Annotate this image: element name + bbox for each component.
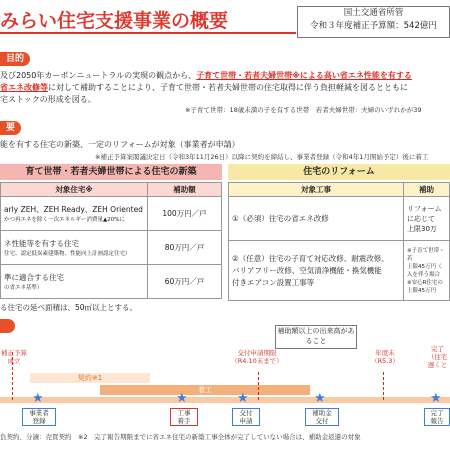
new-build-header: 育て世帯・若者夫婦世帯による住宅の新築	[0, 164, 222, 180]
budget-label-b: 成立	[7, 357, 21, 365]
new-build-footnote: る住宅の延べ面積は、50㎡以上とする。	[0, 303, 138, 312]
reform-row-2	[229, 241, 404, 301]
budget-label: 令和３年度補正予算額：542億円	[310, 21, 437, 31]
star-icon: ★	[237, 391, 249, 406]
reform-row-2-b: バリアフリー改修、空気清浄機能・換気機能	[232, 265, 382, 275]
step-completion	[424, 408, 450, 426]
page-title: みらい住宅支援事業の概要	[0, 10, 229, 32]
ministry-label: 国土交通省所管	[343, 8, 404, 18]
title-underline	[0, 32, 296, 34]
step-completion-a: 完了	[430, 409, 444, 417]
new-build-row-1	[1, 197, 148, 231]
step-construction-b: 着手	[177, 417, 191, 425]
complete-label	[425, 345, 450, 369]
timeline-footnote: 負契約、分譲：売買契約 ※2 完了報告期限までに省エネ住宅の新築工事全体が完了していない場合は、補助金返還の対象	[0, 433, 361, 441]
reform-row-2-note-d: ※安心R住宅の	[407, 279, 443, 286]
new-build-row-1-sub: かつ再エネを除く一次エネルギー消費量▲20%に	[4, 217, 125, 223]
purpose-highlight-1: 子育て世帯・若者夫婦世帯※による高い省エネ性能を有する	[196, 71, 412, 80]
purpose-line-1	[0, 70, 412, 81]
complete-a: 完了	[431, 345, 444, 353]
deadline-a: 交付申請期限	[237, 349, 277, 357]
budget-marker	[12, 352, 14, 400]
step-registration	[22, 408, 56, 426]
star-icon: ★	[430, 391, 442, 406]
fiscal-end-marker	[383, 372, 385, 400]
fiscal-end-label	[365, 349, 405, 365]
new-build-row-1-label: arly ZEH、ZEH Ready、ZEH Oriented	[4, 205, 143, 214]
purpose-highlight-2: 省エネ改修等	[0, 83, 48, 92]
deadline-b: （R4.10末まで）	[231, 357, 283, 365]
new-build-table	[0, 182, 222, 299]
star-icon: ★	[32, 391, 44, 406]
reform-header: 住宅のリフォーム	[228, 164, 450, 180]
start-bar: 着工	[100, 385, 310, 395]
star-icon: ★	[314, 391, 326, 406]
reform-row-2-a: ②（任意）住宅の子育て対応改修、耐震改修、	[232, 253, 389, 263]
new-build-row-3-amount: 60万円／戸	[148, 265, 222, 299]
purpose-tag: 目的	[0, 52, 30, 66]
new-build-row-2-amount: 80万円／戸	[148, 231, 222, 265]
step-construction-a: 工事	[177, 409, 191, 417]
timeline-tag	[0, 319, 15, 333]
new-build-row-3-label: 準に適合する住宅	[4, 273, 64, 282]
new-build-row-2-label: ネ性能等を有する住宅	[4, 239, 79, 248]
reform-row-2-note	[404, 241, 450, 301]
reform-row-1: ①（必須）住宅の省エネ改修	[229, 197, 404, 241]
reform-row-2-c: 付きエアコン設置工事等	[232, 277, 315, 287]
reform-row-2-note-c: 入を伴う場合	[407, 271, 441, 278]
new-build-col-target: 対象住宅※	[1, 183, 148, 197]
reform-row-2-note-b: 上限45万円（	[407, 263, 442, 270]
reform-col-work: 対象工事	[229, 183, 404, 197]
overview-tag: 要	[0, 121, 21, 135]
step-grant-b: 交付	[315, 417, 329, 425]
step-registration-a: 事業者	[29, 409, 49, 417]
budget-info-box	[297, 6, 450, 38]
reform-row-1-amount-c: 上限30万	[407, 224, 437, 233]
callout-box: 補助額以上の出来高があること	[275, 325, 357, 349]
contract-bar: 契約※1	[30, 373, 150, 383]
reform-row-2-note-a: ※子育て世帯・若	[407, 247, 445, 262]
step-completion-b: 報告	[430, 417, 444, 425]
new-build-row-2	[1, 231, 148, 265]
complete-b: （住宅	[427, 353, 448, 361]
budget-passed-label	[0, 349, 28, 365]
deadline-marker	[258, 372, 260, 400]
fiscal-end-a: 年度末	[375, 349, 395, 357]
reform-col-amount: 補助	[404, 183, 450, 197]
reform-row-2-note-e: 上限45万円	[407, 287, 436, 294]
purpose-text-b: に対して補助することにより、子育て世帯・若者夫婦世帯の住宅取得に伴う負担軽減を図るとともに	[48, 83, 408, 92]
step-registration-b: 登録	[32, 417, 46, 425]
overview-line-1: 能を有する住宅の新築、一定のリフォームが対象（事業者が申請）	[0, 140, 240, 149]
step-application-b: 申請	[239, 417, 253, 425]
new-build-row-2-sub: 住宅、認定低炭素建築物、性能向上計画認定住宅）	[4, 251, 131, 257]
step-construction	[170, 408, 198, 426]
new-build-row-3	[1, 265, 148, 299]
purpose-note: ※子育て世帯：18歳未満の子を有する世帯 若者夫婦世帯：夫婦のいずれかが39	[185, 106, 422, 114]
step-application-a: 交付	[239, 409, 253, 417]
reform-row-1-amount-b: に応じて	[407, 214, 435, 223]
purpose-line-3: 宅ストックの形成を図る。	[0, 95, 96, 104]
step-grant	[305, 408, 339, 426]
reform-table	[228, 182, 450, 301]
step-grant-a: 補助金	[312, 409, 332, 417]
star-icon: ★	[176, 391, 188, 406]
fiscal-end-b: （R5.3）	[371, 357, 399, 365]
budget-label-a: 補正予算	[1, 349, 27, 357]
new-build-row-3-sub: の省エネ基準）	[4, 285, 43, 291]
purpose-text-a: 及び2050年カーボンニュートラルの実現の観点から、	[0, 71, 197, 80]
reform-row-1-amount	[404, 197, 450, 241]
deadline-label	[227, 349, 287, 365]
new-build-row-1-amount: 100万円／戸	[148, 197, 222, 231]
step-application	[232, 408, 260, 426]
new-build-col-amount: 補助額	[148, 183, 222, 197]
purpose-line-2	[0, 82, 408, 93]
overview-note: ※補正予算案閣議決定日（令和3年11月26日）以降に契約を締結し、事業者登録（令和4年1月開始予定）後に着工	[95, 153, 429, 161]
complete-c: 遅くと	[427, 361, 448, 369]
reform-row-1-amount-a: リフォーム	[407, 204, 442, 213]
